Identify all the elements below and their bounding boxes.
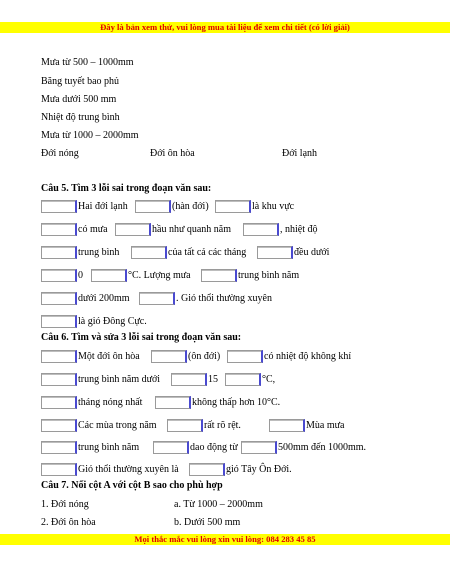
blank-field[interactable] xyxy=(41,223,77,236)
q6-text: dao động từ xyxy=(190,442,238,453)
column-a-item: 1. Đới nóng xyxy=(41,499,89,510)
q6-text: Các mùa trong năm xyxy=(78,420,157,431)
q5-text: dưới 200mm xyxy=(78,293,130,304)
q5-text: trung bình xyxy=(78,247,120,258)
q5-text: hầu như quanh năm xyxy=(152,224,232,235)
blank-field[interactable] xyxy=(41,350,77,363)
blank-field[interactable] xyxy=(225,373,261,386)
contact-banner: Mọi thắc mắc vui lòng xin vui lòng: 084 283 45 85 xyxy=(0,534,450,545)
blank-field[interactable] xyxy=(171,373,207,386)
question-5-title: Câu 5. Tìm 3 lỗi sai trong đoạn văn sau: xyxy=(41,183,212,194)
blank-field[interactable] xyxy=(41,441,77,454)
blank-field[interactable] xyxy=(215,200,251,213)
zone-label: Đới lạnh xyxy=(282,148,318,159)
blank-field[interactable] xyxy=(41,246,77,259)
q5-text: . Gió thổi thường xuyên xyxy=(176,293,272,304)
blank-field[interactable] xyxy=(115,223,151,236)
blank-field[interactable] xyxy=(269,419,305,432)
zone-label: Đới nóng xyxy=(41,148,79,159)
blank-field[interactable] xyxy=(151,350,187,363)
q6-text: Mùa mưa xyxy=(306,420,345,431)
column-a-item: 2. Đới ôn hòa xyxy=(41,517,96,528)
q5-text: , nhiệt độ xyxy=(280,224,318,235)
q5-text: Hai đới lạnh xyxy=(78,201,128,212)
q6-text: rất rõ rệt. xyxy=(204,420,241,431)
q6-text: không thấp hơn 10°C. xyxy=(192,397,281,408)
zone-label: Đới ôn hòa xyxy=(150,148,195,159)
option-line: Nhiệt độ trung bình xyxy=(41,112,120,123)
blank-field[interactable] xyxy=(139,292,175,305)
q6-text: Một đới ôn hòa xyxy=(78,351,140,362)
q6-text: tháng nóng nhất xyxy=(78,397,143,408)
q6-text: Gió thổi thường xuyên là xyxy=(78,464,179,475)
option-line: Mưa từ 500 – 1000mm xyxy=(41,57,134,68)
q6-text: gió Tây Ôn Đới. xyxy=(226,464,292,475)
blank-field[interactable] xyxy=(135,200,171,213)
q5-text: là khu vực xyxy=(252,201,295,212)
blank-field[interactable] xyxy=(153,441,189,454)
blank-field[interactable] xyxy=(41,269,77,282)
q5-text: có mưa xyxy=(78,224,108,235)
blank-field[interactable] xyxy=(41,292,77,305)
q6-text: trung bình năm dưới xyxy=(78,374,161,385)
blank-field[interactable] xyxy=(243,223,279,236)
column-b-item: a. Từ 1000 – 2000mm xyxy=(174,499,263,510)
blank-field[interactable] xyxy=(131,246,167,259)
q5-text: 0 xyxy=(78,270,83,281)
blank-field[interactable] xyxy=(41,463,77,476)
q6-text: (ôn đới) xyxy=(188,351,221,362)
question-7-title: Câu 7. Nối cột A với cột B sao cho phù hợp xyxy=(41,480,223,491)
q5-text: là gió Đông Cực. xyxy=(78,316,147,327)
q5-text: °C. Lượng mưa xyxy=(128,270,191,281)
option-line: Băng tuyết bao phủ xyxy=(41,76,120,87)
blank-field[interactable] xyxy=(41,315,77,328)
preview-banner: Đây là bản xem thử, vui lòng mua tài liệu để xem chi tiết (có lời giải) xyxy=(0,22,450,33)
q6-text: có nhiệt độ không khí xyxy=(264,351,352,362)
blank-field[interactable] xyxy=(41,396,77,409)
blank-field[interactable] xyxy=(41,200,77,213)
blank-field[interactable] xyxy=(155,396,191,409)
blank-field[interactable] xyxy=(167,419,203,432)
blank-field[interactable] xyxy=(201,269,237,282)
blank-field[interactable] xyxy=(227,350,263,363)
column-b-item: b. Dưới 500 mm xyxy=(174,517,241,528)
blank-field[interactable] xyxy=(257,246,293,259)
q5-text: (hàn đới) xyxy=(172,201,209,212)
q6-text: °C, xyxy=(262,374,276,385)
blank-field[interactable] xyxy=(41,373,77,386)
question-6-title: Câu 6. Tìm và sửa 3 lỗi sai trong đoạn văn sau: xyxy=(41,332,242,343)
q5-text: đều dưới xyxy=(294,247,330,258)
option-line: Mưa từ 1000 – 2000mm xyxy=(41,130,139,141)
q5-text: trung bình năm xyxy=(238,270,300,281)
q5-text: của tất cả các tháng xyxy=(168,247,247,258)
option-line: Mưa dưới 500 mm xyxy=(41,94,117,105)
q6-text: 500mm đến 1000mm. xyxy=(278,442,367,453)
q6-text: trung bình năm xyxy=(78,442,140,453)
blank-field[interactable] xyxy=(189,463,225,476)
q6-text: 15 xyxy=(208,374,218,385)
blank-field[interactable] xyxy=(91,269,127,282)
blank-field[interactable] xyxy=(241,441,277,454)
blank-field[interactable] xyxy=(41,419,77,432)
